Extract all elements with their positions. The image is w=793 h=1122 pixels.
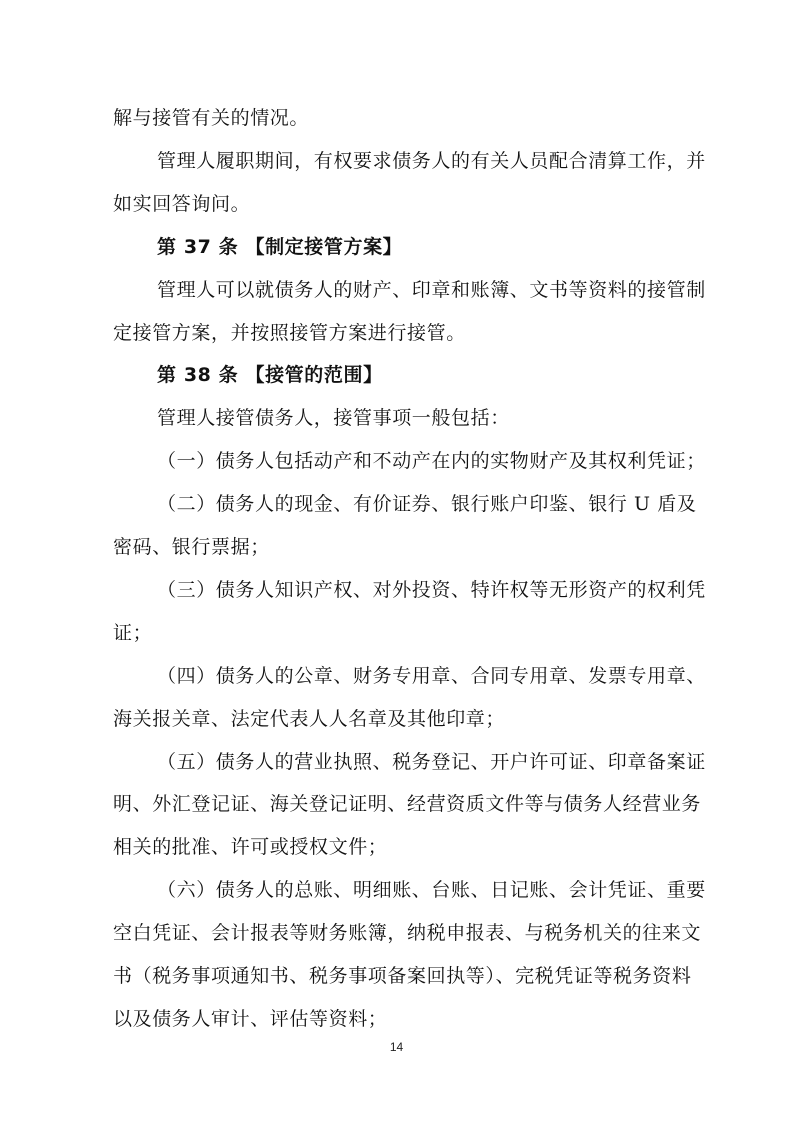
text-line: 以及债务人审计、评估等资料； xyxy=(113,1008,388,1030)
text-line: 如实回答询问。 xyxy=(113,193,251,215)
page-number: 14 xyxy=(389,1040,404,1054)
text-line: 海关报关章、法定代表人人名章及其他印章； xyxy=(113,708,506,730)
text-line: 管理人履职期间，有权要求债务人的有关人员配合清算工作，并 xyxy=(157,150,706,172)
text-line: 管理人可以就债务人的财产、印章和账簿、文书等资料的接管制 xyxy=(157,279,706,301)
text-line: 明、外汇登记证、海关登记证明、经营资质文件等与债务人经营业务 xyxy=(113,793,702,815)
article-heading: 第 38 条 【接管的范围】 xyxy=(157,364,383,386)
text-line: 相关的批准、许可或授权文件； xyxy=(113,836,388,858)
list-item: （六）债务人的总账、明细账、台账、日记账、会计凭证、重要 xyxy=(157,879,706,901)
list-item: （三）债务人知识产权、对外投资、特许权等无形资产的权利凭 xyxy=(157,579,706,601)
list-item: （五）债务人的营业执照、税务登记、开户许可证、印章备案证 xyxy=(157,751,706,773)
text-line: 书（税务事项通知书、税务事项备案回执等）、完税凭证等税务资料 xyxy=(113,965,692,987)
text-line: 定接管方案，并按照接管方案进行接管。 xyxy=(113,322,466,344)
text-line: 解与接管有关的情况。 xyxy=(113,107,310,129)
text-line: 空白凭证、会计报表等财务账簿，纳税申报表、与税务机关的往来文 xyxy=(113,922,702,944)
text-line: 管理人接管债务人，接管事项一般包括： xyxy=(157,407,510,429)
list-item: （四）债务人的公章、财务专用章、合同专用章、发票专用章、 xyxy=(157,665,706,687)
text-line: 证； xyxy=(113,622,153,644)
article-heading: 第 37 条 【制定接管方案】 xyxy=(157,236,403,258)
text-line: 密码、银行票据； xyxy=(113,536,270,558)
list-item: （二）债务人的现金、有价证券、银行账户印鉴、银行 U 盾及 xyxy=(157,493,697,515)
list-item: （一）债务人包括动产和不动产在内的实物财产及其权利凭证； xyxy=(157,450,706,472)
